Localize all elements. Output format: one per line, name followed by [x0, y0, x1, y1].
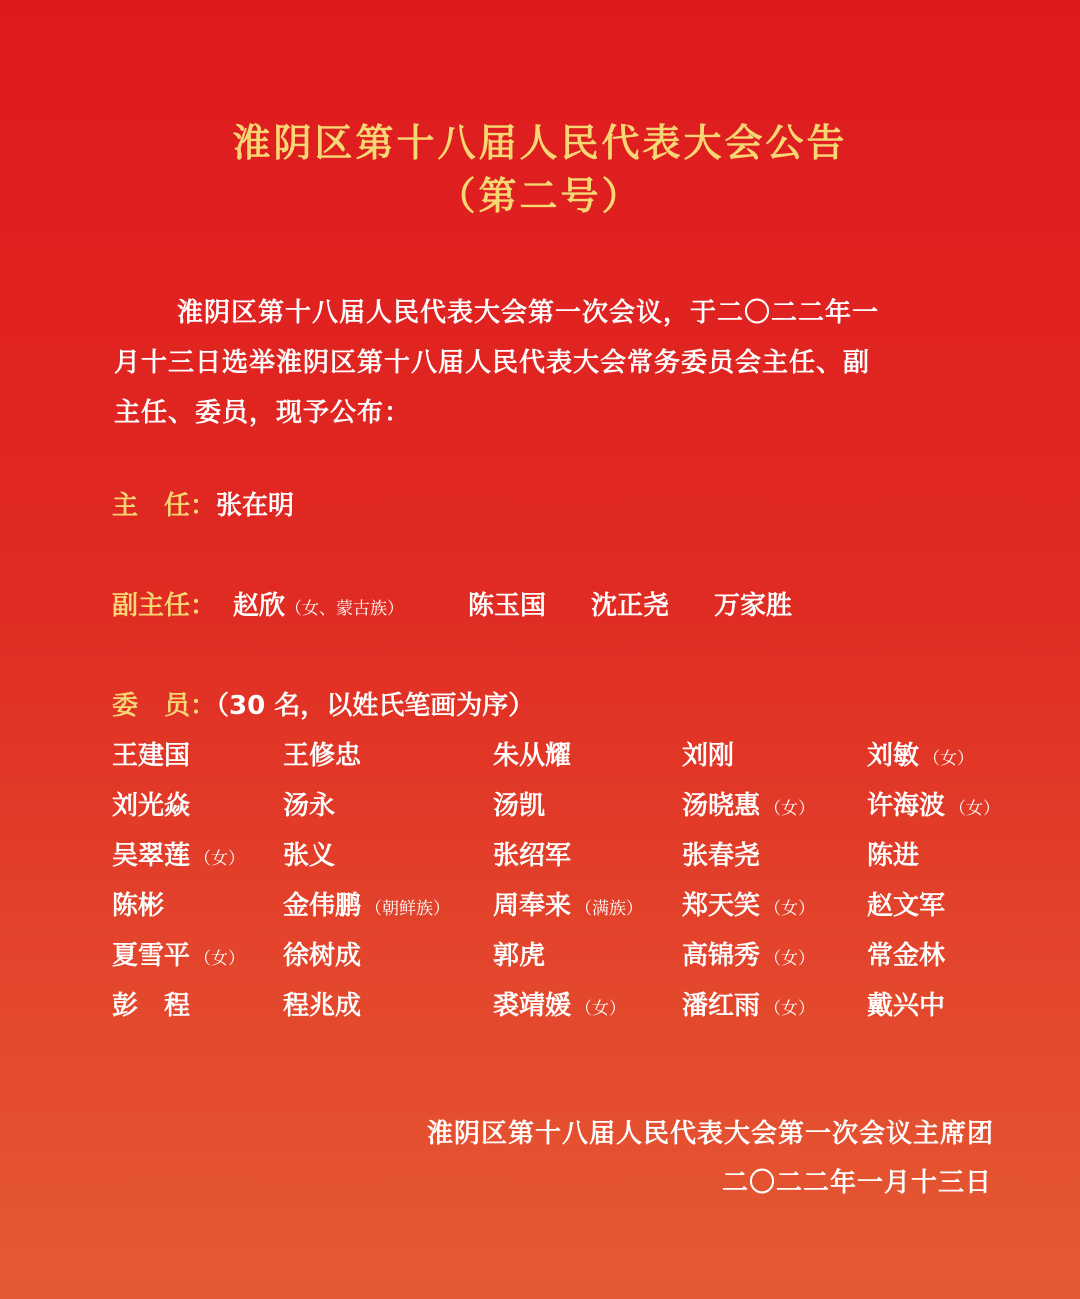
- member-item: [867, 785, 1000, 822]
- member-note: （女）: [764, 899, 816, 919]
- member-name: 吴翠莲: [112, 841, 191, 871]
- member-item: [867, 835, 919, 872]
- member-name: 郭虎: [493, 941, 546, 971]
- members-header: [112, 685, 534, 722]
- announcement-number: （第二号）: [437, 174, 643, 218]
- member-note: （女）: [764, 999, 816, 1019]
- member-item: [283, 985, 361, 1022]
- vice-director-note: （女、蒙古族）: [285, 599, 405, 619]
- vice-director-item: [468, 585, 546, 622]
- vice-director-name: 万家胜: [714, 591, 793, 621]
- director-label: 主 任：: [112, 491, 217, 521]
- member-note: （女）: [575, 999, 627, 1019]
- member-name: 张绍军: [493, 841, 572, 871]
- member-name: 常金林: [867, 941, 946, 971]
- member-name: 张春尧: [682, 841, 761, 871]
- member-name: 刘刚: [682, 741, 735, 771]
- signature-org: 淮阴区第十八届人民代表大会第一次会议主席团: [426, 1119, 994, 1149]
- member-item: [493, 885, 643, 922]
- member-item: [867, 885, 945, 922]
- member-name: 赵文军: [867, 891, 946, 921]
- vice-director-item: [714, 585, 792, 622]
- member-item: [493, 935, 545, 972]
- member-name: 裘靖媛: [493, 991, 572, 1021]
- member-name: 郑天笑: [682, 891, 761, 921]
- member-name: 潘红雨: [682, 991, 761, 1021]
- member-item: [283, 835, 335, 872]
- member-name: 汤凯: [493, 791, 546, 821]
- member-item: [112, 785, 190, 822]
- member-item: [112, 985, 190, 1022]
- member-name: 刘敏: [867, 741, 920, 771]
- member-name: 王建国: [112, 741, 191, 771]
- member-item: [682, 835, 760, 872]
- member-name: 刘光焱: [112, 791, 191, 821]
- member-note: （女）: [194, 849, 246, 869]
- body-line-1: 淮阴区第十八届人民代表大会第一次会议，于二〇二二年一: [177, 298, 880, 328]
- director-row: [112, 485, 294, 522]
- member-name: 夏雪平: [112, 941, 191, 971]
- vice-director-name: 沈正尧: [591, 591, 670, 621]
- member-item: [682, 785, 815, 822]
- members-intro: （30 名，以姓氏笔画为序）: [216, 691, 535, 721]
- vice-director-item: [233, 585, 404, 622]
- member-item: [493, 785, 545, 822]
- member-item: [867, 735, 974, 772]
- vice-director-name: 赵欣: [233, 591, 286, 621]
- member-item: [867, 935, 945, 972]
- member-name: 戴兴中: [867, 991, 946, 1021]
- member-name: 张义: [283, 841, 336, 871]
- member-name: 陈进: [867, 841, 920, 871]
- member-name: 程兆成: [283, 991, 362, 1021]
- member-note: （女）: [949, 799, 1001, 819]
- vice-director-label: [112, 585, 216, 622]
- member-name: 王修忠: [283, 741, 362, 771]
- member-note: （女）: [764, 799, 816, 819]
- member-item: [493, 835, 571, 872]
- member-name: 朱从耀: [493, 741, 572, 771]
- member-item: [682, 985, 815, 1022]
- member-name: 彭 程: [112, 991, 191, 1021]
- member-name: 汤永: [283, 791, 336, 821]
- member-item: [867, 985, 945, 1022]
- member-name: 许海波: [867, 791, 946, 821]
- member-name: 高锦秀: [682, 941, 761, 971]
- director-name: 张在明: [216, 491, 295, 521]
- member-item: [682, 885, 815, 922]
- member-note: （满族）: [575, 899, 644, 919]
- member-note: （女）: [923, 749, 975, 769]
- member-item: [283, 785, 335, 822]
- vice-director-name: 陈玉国: [468, 591, 547, 621]
- member-item: [112, 835, 245, 872]
- member-item: [682, 935, 815, 972]
- member-item: [493, 985, 626, 1022]
- member-note: （朝鲜族）: [365, 899, 451, 919]
- member-item: [682, 735, 734, 772]
- vice-director-item: [591, 585, 669, 622]
- member-item: [283, 935, 361, 972]
- member-name: 金伟鹏: [283, 891, 362, 921]
- member-item: [493, 735, 571, 772]
- member-name: 汤晓惠: [682, 791, 761, 821]
- members-label: 委 员：: [112, 691, 217, 721]
- member-item: [112, 935, 245, 972]
- member-note: （女）: [194, 949, 246, 969]
- member-name: 徐树成: [283, 941, 362, 971]
- body-line-3: 主任、委员，现予公布：: [114, 398, 412, 428]
- signature-date: 二〇二二年一月十三日: [721, 1168, 992, 1198]
- member-name: 陈彬: [112, 891, 165, 921]
- vice-label-text: 副主任：: [112, 591, 217, 621]
- body-line-2: 月十三日选举淮阴区第十八届人民代表大会常务委员会主任、副: [114, 348, 871, 378]
- member-name: 周奉来: [493, 891, 572, 921]
- member-item: [283, 885, 450, 922]
- member-note: （女）: [764, 949, 816, 969]
- member-item: [283, 735, 361, 772]
- member-item: [112, 735, 190, 772]
- member-item: [112, 885, 164, 922]
- announcement-title: 淮阴区第十八届人民代表大会公告: [232, 121, 848, 165]
